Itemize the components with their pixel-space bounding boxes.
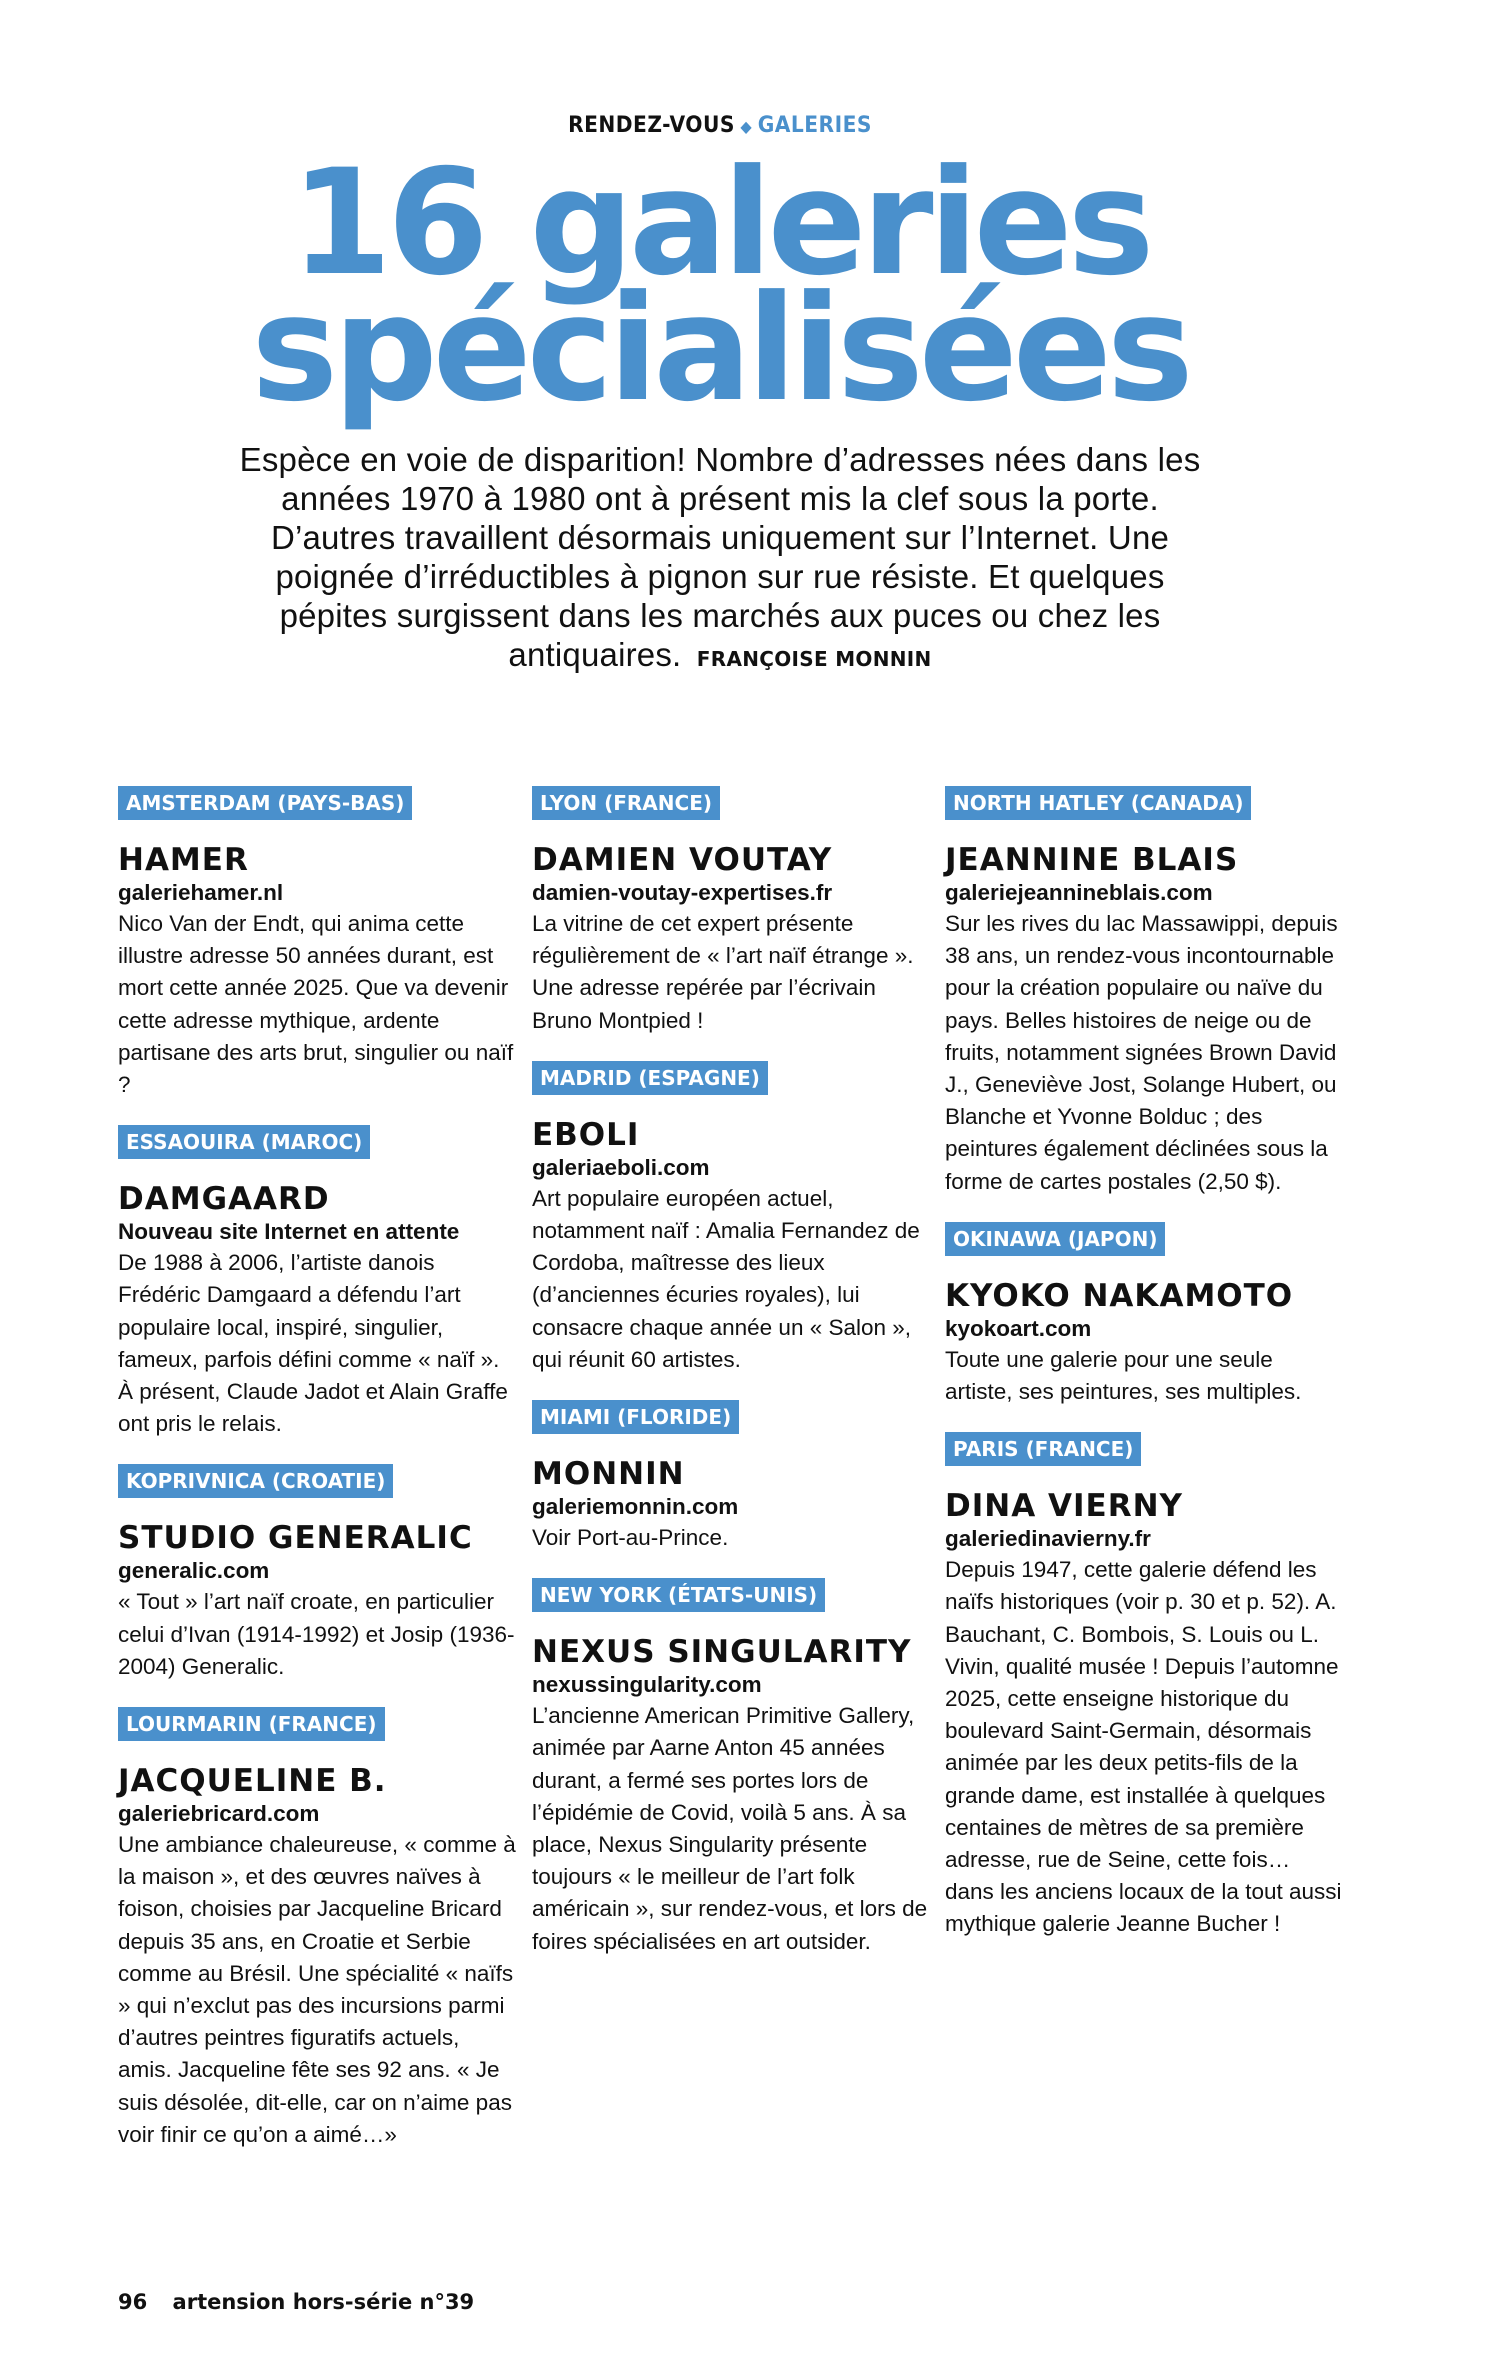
gallery-url[interactable]: kyokoart.com <box>945 1315 1092 1341</box>
gallery-name: HAMER <box>118 842 249 878</box>
gallery-url[interactable]: galeriedinavierny.fr <box>945 1526 1151 1552</box>
author-byline: FRANÇOISE MONNIN <box>696 647 932 671</box>
gallery-description: L’ancienne American Primitive Gallery, animée par Aarne Anton 45 années durant, a fermé ses portes lors de l’épidémie de Covid, voilà 5 ans. À sa place, Nexus Singularity présente toujours « le meilleur de l’art folk américain », sur rendez-vous, et lors de foires spécialisées en art outsider. <box>532 1703 928 1954</box>
gallery-name: EBOLI <box>532 1116 640 1153</box>
title-line-2: spécialisées <box>251 264 1189 434</box>
gallery-name: DAMIEN VOUTAY <box>532 842 833 878</box>
location-badge: ESSAOUIRA (MAROC) <box>118 1125 370 1159</box>
gallery-description: Art populaire européen actuel, notamment naïf : Amalia Fernandez de Cordoba, maîtresse des lieux (d’anciennes écuries royales), lui consacre chaque année un « Salon », qui réunit 60 artistes. <box>532 1185 920 1372</box>
gallery-entry <box>945 786 1345 1198</box>
location-badge: MADRID (ESPAGNE) <box>532 1061 768 1095</box>
subsection-label: GALERIES <box>757 113 872 138</box>
gallery-name: DAMGAARD <box>118 1181 330 1218</box>
gallery-url[interactable]: galeriaeboli.com <box>532 1154 710 1180</box>
location-badge: MIAMI (FLORIDE) <box>532 1400 739 1434</box>
page-number: 96 <box>118 2290 148 2314</box>
gallery-entry <box>532 1061 932 1376</box>
diamond-icon: ◆ <box>740 117 753 136</box>
gallery-entry <box>532 1578 932 1958</box>
gallery-entry <box>118 1464 518 1683</box>
gallery-entry <box>532 786 932 1037</box>
gallery-name: JACQUELINE B. <box>118 1763 387 1800</box>
gallery-url[interactable]: galeriemonnin.com <box>532 1494 739 1520</box>
gallery-name: STUDIO GENERALIC <box>118 1520 473 1557</box>
gallery-description: Voir Port-au-Prince. <box>532 1525 729 1551</box>
gallery-name: JEANNINE BLAIS <box>945 842 1239 878</box>
location-badge: OKINAWA (JAPON) <box>945 1222 1165 1256</box>
intro-text: Espèce en voie de disparition! Nombre d’adresses nées dans les années 1970 à 1980 ont à présent mis la clef sous la porte. D’autres travaillent désormais uniquement sur l’Internet. Une poignée d’irréductibles à pignon sur rue résiste. Et quelques pépites surgissent dans les marchés aux puces ou chez les antiquaires. <box>239 441 1201 673</box>
gallery-entry <box>118 1125 518 1440</box>
page-title <box>0 138 1440 434</box>
gallery-description: Toute une galerie pour une seule artiste, ses peintures, ses multiples. <box>945 1346 1302 1405</box>
column-2 <box>532 786 932 1980</box>
gallery-name: MONNIN <box>532 1456 685 1493</box>
publication-name: artension hors-série n°39 <box>172 2290 475 2314</box>
gallery-description: La vitrine de cet expert présente régulièrement de « l’art naïf étrange ». Une adresse repérée par l’écrivain Bruno Montpied ! <box>532 911 914 1033</box>
location-badge: NORTH HATLEY (CANADA) <box>945 786 1251 820</box>
section-label: RENDEZ-VOUS <box>568 113 735 138</box>
gallery-url[interactable]: galeriebricard.com <box>118 1801 320 1827</box>
gallery-url[interactable]: galeriehamer.nl <box>118 880 284 905</box>
location-badge: LYON (FRANCE) <box>532 786 720 820</box>
gallery-url[interactable]: nexussingularity.com <box>532 1672 762 1698</box>
gallery-description: Une ambiance chaleureuse, « comme à la maison », et des œuvres naïves à foison, choisies par Jacqueline Bricard depuis 35 ans, en Croatie et Serbie comme au Brésil. Une spécialité « naïfs » qui n’exclut pas des incursions parmi d’autres peintres figuratifs actuels, amis. Jacqueline fête ses 92 ans. « Je suis désolée, dit-elle, car on n’aime pas voir finir ce qu’on a aimé…» <box>118 1832 516 2147</box>
gallery-name: DINA VIERNY <box>945 1488 1183 1525</box>
gallery-url: Nouveau site Internet en attente <box>118 1219 460 1245</box>
gallery-description: « Tout » l’art naïf croate, en particulier celui d’Ivan (1914-1992) et Josip (1936-2004) Generalic. <box>118 1589 515 1679</box>
intro-paragraph <box>230 440 1210 679</box>
gallery-description: Depuis 1947, cette galerie défend les naïfs historiques (voir p. 30 et p. 52). A. Bauchant, C. Bombois, S. Louis ou L. Vivin, qualité musée ! Depuis l’automne 2025, cette enseigne historique du boulevard Saint-Germain, désormais animée par les deux petits-fils de la grande dame, est installée à quelques centaines de mètres de sa première adresse, rue de Seine, cette fois… dans les anciens locaux de la tout aussi mythique galerie Jeanne Bucher ! <box>945 1557 1342 1937</box>
gallery-url[interactable]: damien-voutay-expertises.fr <box>532 880 833 905</box>
gallery-entry <box>945 1432 1345 1940</box>
location-badge: PARIS (FRANCE) <box>945 1432 1141 1466</box>
column-3 <box>945 786 1345 1963</box>
gallery-entry <box>945 1222 1345 1408</box>
gallery-url[interactable]: galeriejeannineblais.com <box>945 880 1213 905</box>
column-1 <box>118 786 518 2173</box>
title-line-1: 16 galeries <box>290 138 1150 308</box>
location-badge: LOURMARIN (FRANCE) <box>118 1707 385 1741</box>
gallery-url[interactable]: generalic.com <box>118 1558 270 1584</box>
gallery-name: NEXUS SINGULARITY <box>532 1634 912 1671</box>
location-badge: AMSTERDAM (PAYS-BAS) <box>118 786 412 820</box>
gallery-name: KYOKO NAKAMOTO <box>945 1277 1294 1314</box>
location-badge: NEW YORK (ÉTATS-UNIS) <box>532 1578 825 1612</box>
page-footer <box>118 2290 474 2314</box>
gallery-description: De 1988 à 2006, l’artiste danois Frédéric Damgaard a défendu l’art populaire local, inspiré, singulier, fameux, parfois défini comme « naïf ». À présent, Claude Jadot et Alain Graffe ont pris le relais. <box>118 1250 508 1437</box>
gallery-description: Sur les rives du lac Massawippi, depuis 38 ans, un rendez-vous incontournable pour la création populaire ou naïve du pays. Belles histoires de neige ou de fruits, notamment signées Brown David J., Geneviève Jost, Solange Hubert, ou Blanche et Yvonne Bolduc ; des peintures également déclinées sous la forme de cartes postales (2,50 $). <box>945 911 1338 1194</box>
gallery-entry <box>532 1400 932 1554</box>
gallery-entry <box>118 786 518 1101</box>
section-kicker <box>58 113 1383 138</box>
gallery-description: Nico Van der Endt, qui anima cette illustre adresse 50 années durant, est mort cette année 2025. Que va devenir cette adresse mythique, ardente partisane des arts brut, singulier ou naïf ? <box>118 911 514 1098</box>
gallery-entry <box>118 1707 518 2151</box>
location-badge: KOPRIVNICA (CROATIE) <box>118 1464 393 1498</box>
